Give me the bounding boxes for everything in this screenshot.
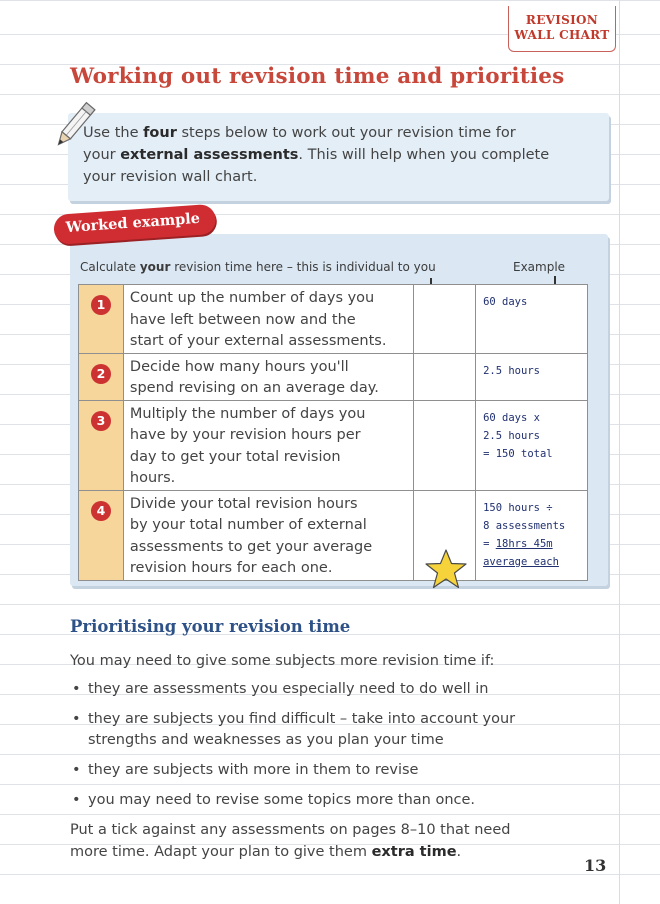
example-cell (476, 400, 588, 490)
table-row (79, 400, 588, 490)
step-number-cell (79, 400, 124, 490)
step-line: hours. (129, 470, 176, 486)
prioritising-heading: Prioritising your revision time (70, 617, 351, 636)
step-line: spend revising on an average day. (129, 380, 379, 396)
bullet-dot: • (72, 762, 81, 778)
step-number-cell (79, 490, 124, 580)
example-line: 8 assessments (483, 519, 566, 532)
step-line: day to get your total revision (129, 448, 341, 465)
step-line: start of your external assessments. (129, 333, 387, 349)
badge-line-2: WALL CHART (514, 28, 610, 42)
page-number: 13 (584, 856, 607, 875)
calculate-label: Calculate your revision time here – this is individual to you (80, 260, 436, 274)
badge-line-1: REVISION (525, 13, 599, 27)
example-line: 60 days (483, 296, 528, 308)
step-number-cell (79, 353, 124, 400)
step-description (123, 353, 413, 400)
bullet-dot: • (72, 681, 81, 697)
step-number-badge: 1 (91, 295, 111, 315)
example-line: average each (483, 555, 559, 568)
example-line: = 150 total (483, 447, 553, 460)
bullet-dot: • (72, 711, 81, 727)
pencil-icon (48, 98, 98, 158)
table-row (79, 353, 588, 400)
example-cell (476, 490, 588, 580)
example-line: 60 days x (483, 411, 540, 424)
step-number-badge: 2 (91, 364, 111, 384)
step-number-badge: 4 (91, 501, 111, 521)
example-label: Example (513, 260, 566, 274)
example-line: 2.5 hours (483, 364, 540, 377)
list-item: • they are subjects with more in them to revise (72, 760, 418, 781)
example-line: 150 hours ÷ (483, 501, 553, 514)
example-cell (476, 285, 588, 354)
intro-line-3: your revision wall chart. (83, 169, 258, 185)
example-line: 2.5 hours (483, 429, 540, 442)
list-item: • they are subjects you find difficult – take into account your strengths and weaknesses as you plan your time (72, 711, 516, 748)
intro-line-1: Use the four steps below to work out your revision time for (83, 125, 516, 141)
your-calculation-cell[interactable] (414, 400, 476, 490)
list-item: • they are assessments you especially need to do well in (72, 679, 489, 700)
revision-wall-chart-badge (508, 6, 616, 52)
outro-line-2: more time. Adapt your plan to give them extra time. (70, 844, 462, 860)
page-title: Working out revision time and priorities (70, 64, 565, 89)
your-calculation-cell[interactable] (414, 285, 476, 354)
step-description (123, 400, 413, 490)
intro-line-2: your external assessments. This will help when you complete (83, 147, 550, 163)
step-line: Multiply the number of days you (129, 405, 366, 422)
step-line: have left between now and the (129, 311, 356, 328)
star-icon (424, 548, 468, 590)
example-line: = 18hrs 45m (483, 537, 553, 550)
outro-line-1: Put a tick against any assessments on pages 8–10 that need (70, 822, 511, 838)
bullet-dot: • (72, 792, 81, 808)
list-item: • you may need to revise some topics more than once. (72, 790, 475, 811)
step-description (123, 285, 413, 354)
step-line: Decide how many hours you'll (129, 358, 349, 375)
step-line: have by your revision hours per (129, 427, 361, 443)
example-cell (476, 353, 588, 400)
step-number-cell (79, 285, 124, 354)
your-calculation-cell[interactable] (414, 353, 476, 400)
step-description (123, 490, 413, 580)
step-line: assessments to get your average (129, 538, 373, 555)
steps-table (78, 284, 588, 581)
step-line: Count up the number of days you (129, 290, 375, 306)
step-line: Divide your total revision hours (129, 495, 358, 512)
intro-box (68, 113, 609, 201)
step-line: revision hours for each one. (129, 560, 333, 576)
worked-example-tab: Worked example (53, 204, 217, 245)
table-row (79, 490, 588, 580)
prioritising-intro: You may need to give some subjects more revision time if: (70, 653, 495, 669)
step-line: by your total number of external (129, 517, 367, 533)
table-row (79, 285, 588, 354)
step-number-badge: 3 (91, 411, 111, 431)
